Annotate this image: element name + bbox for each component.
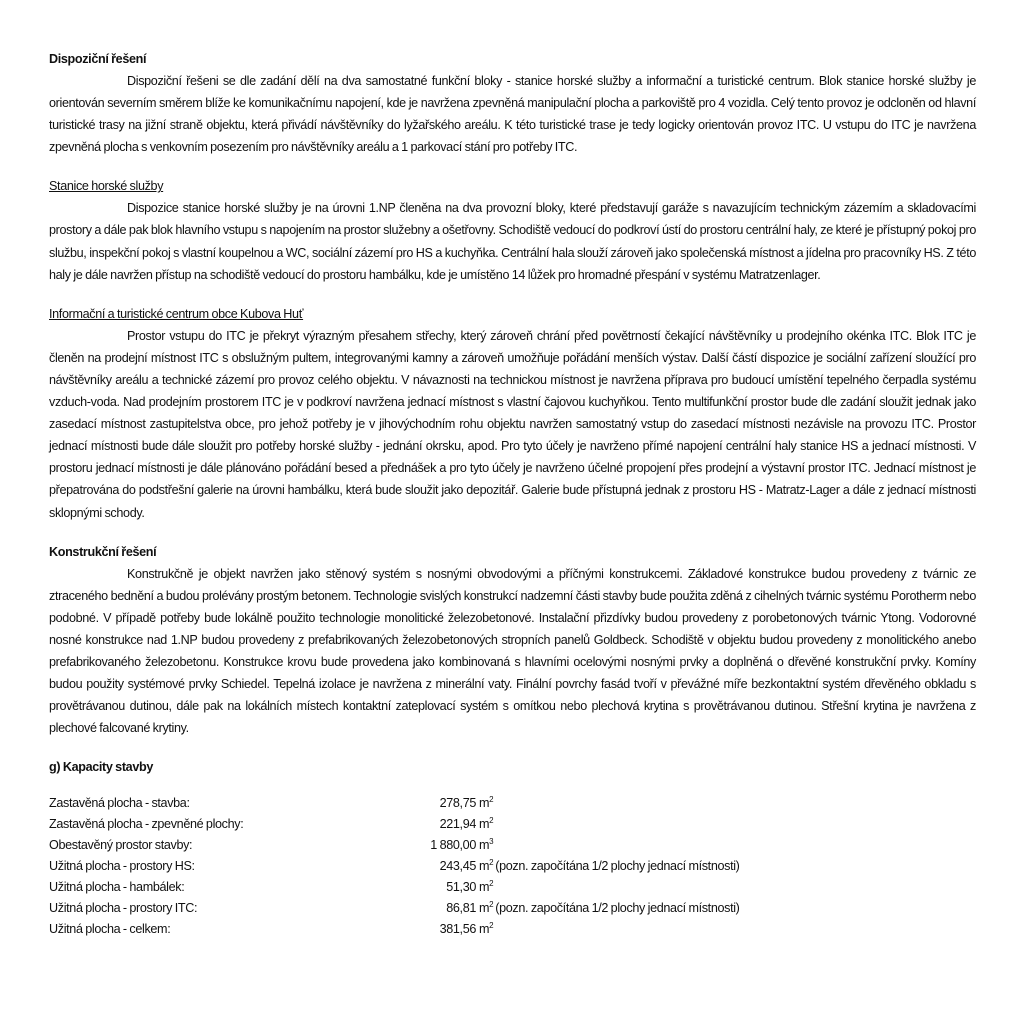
section-heading: Dispoziční řešení — [49, 52, 147, 66]
section-paragraph: Prostor vstupu do ITC je překryt výrazným přesahem střechy, který zároveň chrání před povětrností čekající návštěvníky u prodejního okénka ITC. Blok ITC je členěn na prodejní místnost ITC s obslužným pultem, integrovanými kamny a zároveň umožňuje pořádání menších výstav. Další částí dispozice je sociální zařízení sloužící pro návštěvníky areálu a technické zázemí pro provoz celého objektu. V návaznosti na technickou místnost je navržena příprava pro budoucí umístění tepelného čerpadla systému vzduch-voda. Nad prodejním prostorem ITC je v podkroví navržena jednací místnost s vlastní čajovou kuchyňkou. Tento multifunkční prostor bude dle zadání sloužit jednak jako zasedací místnost zastupitelstva obce, pro jehož potřeby je v jihovýchodním rohu objektu navržen samostatný vstup do zasedací místnosti nezávisle na provozu ITC. Prostor jednací místnosti bude dále sloužit pro potřeby horské služby - jednání okrsku, apod. Pro tyto účely je navrženo přímé napojení centrální haly stanice HS a jednací místnosti. V prostoru jednací místnosti je dále plánováno pořádání besed a přednášek a pro tyto účely je navrženo účelné propojení přes prodejní a výstavní prostor ITC. Jednací místnost je přepatrována do podstřešní galerie na úrovni hambálku, která bude sloužit jako depozitář. Galerie bude přístupná jednak z prostoru HS - Matratz-Lager a dále z jednací místnosti sklopnými schody. — [49, 328, 976, 520]
section-paragraph: Konstrukčně je objekt navržen jako stěnový systém s nosnými obvodovými a příčnými konstrukcemi. Základové konstrukce budou provedeny z tvárnic ze ztraceného bednění a budou prolévány prostým betonem. Technologie svislých konstrukcí nadzemní části stavby bude použita zděná z cihelných tvárnic systému Porotherm nebo podobné. V případě potřeby bude lokálně použito technologie monolitické železobetonové. Instalační přizdívky budou provedeny z porobetonových tvárnic Ytong. Vodorovné nosné konstrukce nad 1.NP budou provedeny z prefabrikovaných železobetonových stropních panelů Goldbeck. Schodiště v objektu budou provedeny z monolitického anebo prefabrikovaného železobetonu. Konstrukce krovu bude provedena jako kombinovaná s hlavními ocelovými nosnými prvky a doplněná o dřevěné konstrukční prvky. Komíny budou použity systémové prvky Schiedel. Tepelná izolace je navržena z minerální vaty. Finální povrchy fasád tvoří v převážné míře bezkontaktní systém dřevěného obkladu s provětrávanou dutinou, dále pak na lokálních místech kontaktní zateplovací systém s omítkou nebo plechová krytina s provětrávanou dutinou. Střešní krytina je navržena z plechové falcované krytiny. — [49, 566, 976, 736]
unit-text: m — [479, 859, 490, 874]
section-stanice-horske-sluzby — [49, 175, 976, 285]
capacity-row — [49, 898, 976, 919]
section-paragraph: Dispozice stanice horské služby je na úrovni 1.NP členěna na dva provozní bloky, které představují garáže s navazujícím technickým zázemím a skladovacími prostory a dále pak blok hlavního vstupu s napojením na prostor služebny a ošetřovny. Schodiště vedoucí do podkroví ústí do prostoru centrální haly, ze které je přístupný pokoj pro službu, inspekční pokoj s vlastní koupelnou a WC, sociální zázemí pro HS a kuchyňka. Centrální hala slouží zároveň jako společenská místnost a jídelna pro pracovníky HS. Z této haly je dále navržen přístup na schodiště vedoucí do prostoru hambálku, kde je umístěno 14 lůžek pro hromadné přespání v systému Matratzenlager. — [49, 201, 976, 282]
capacity-value: 86,81 — [446, 901, 476, 916]
document-page — [49, 48, 976, 940]
capacity-value: 381,56 — [439, 922, 476, 937]
capacity-label: Užitná plocha - prostory ITC: — [49, 901, 198, 916]
section-paragraph: Dispoziční řešeni se dle zadání dělí na dva samostatné funkční bloky - stanice horské služby a informační a turistické centrum. Blok stanice horské služby je orientován severním směrem blíže ke komunikačnímu napojení, kde je navržena zpevněná manipulační plocha a parkoviště pro 4 vozidla. Celý tento provoz je odcloněn od hlavní turistické trasy na jižní straně objektu, která přivádí návštěvníky do lyžařského areálu. K této turistické trase je tedy logicky orientován provoz ITC. U vstupu do ITC je navržena zpevněná plocha s venkovním posezením pro návštěvníky areálu a 1 parkovací stání pro potřeby ITC. — [49, 74, 976, 155]
capacity-unit — [479, 814, 493, 835]
capacity-label: Zastavěná plocha - zpevněné plochy: — [49, 817, 244, 832]
capacity-unit — [479, 919, 493, 940]
capacities-section — [49, 756, 976, 940]
capacities-table — [49, 793, 976, 940]
capacity-label: Užitná plocha - celkem: — [49, 922, 171, 937]
capacity-value: 278,75 — [439, 796, 476, 811]
unit-text: m — [479, 838, 490, 853]
section-konstrukcni-reseni — [49, 541, 976, 740]
capacity-row — [49, 877, 976, 898]
capacity-row — [49, 856, 976, 877]
section-dispozicni-reseni — [49, 48, 976, 158]
unit-text: m — [479, 817, 490, 832]
section-informacni-centrum — [49, 303, 976, 524]
unit-exponent: 2 — [489, 795, 494, 805]
unit-exponent: 2 — [489, 879, 494, 889]
capacity-value: 51,30 — [446, 880, 476, 895]
capacity-note: (pozn. započítána 1/2 plochy jednací místnosti) — [495, 901, 740, 916]
capacity-value: 221,94 — [439, 817, 476, 832]
unit-text: m — [479, 901, 490, 916]
capacity-label: Užitná plocha - prostory HS: — [49, 859, 195, 874]
subsection-heading: Stanice horské služby — [49, 179, 164, 194]
capacity-label: Zastavěná plocha - stavba: — [49, 796, 190, 811]
capacity-row — [49, 919, 976, 940]
capacity-label: Obestavěný prostor stavby: — [49, 838, 193, 853]
section-heading: Konstrukční řešení — [49, 544, 157, 559]
unit-exponent: 2 — [489, 816, 494, 826]
capacity-row — [49, 835, 976, 856]
unit-text: m — [479, 796, 490, 811]
capacity-row — [49, 793, 976, 814]
unit-exponent: 2 — [489, 900, 494, 910]
capacity-value: 1 880,00 — [430, 838, 476, 853]
unit-text: m — [479, 922, 490, 937]
unit-exponent: 3 — [489, 837, 494, 847]
capacity-unit — [479, 898, 493, 919]
capacities-title: g) Kapacity stavby — [49, 760, 153, 775]
capacity-note: (pozn. započítána 1/2 plochy jednací místnosti) — [495, 859, 740, 874]
capacity-unit — [479, 793, 493, 814]
capacity-unit — [479, 835, 493, 856]
capacity-value: 243,45 — [439, 859, 476, 874]
unit-exponent: 2 — [489, 921, 494, 931]
unit-exponent: 2 — [489, 858, 494, 868]
capacity-unit — [479, 856, 493, 877]
capacity-row — [49, 814, 976, 835]
unit-text: m — [479, 880, 490, 895]
capacity-unit — [479, 877, 493, 898]
subsection-heading: Informační a turistické centrum obce Kubova Huť — [49, 306, 304, 321]
capacity-label: Užitná plocha - hambálek: — [49, 880, 185, 895]
